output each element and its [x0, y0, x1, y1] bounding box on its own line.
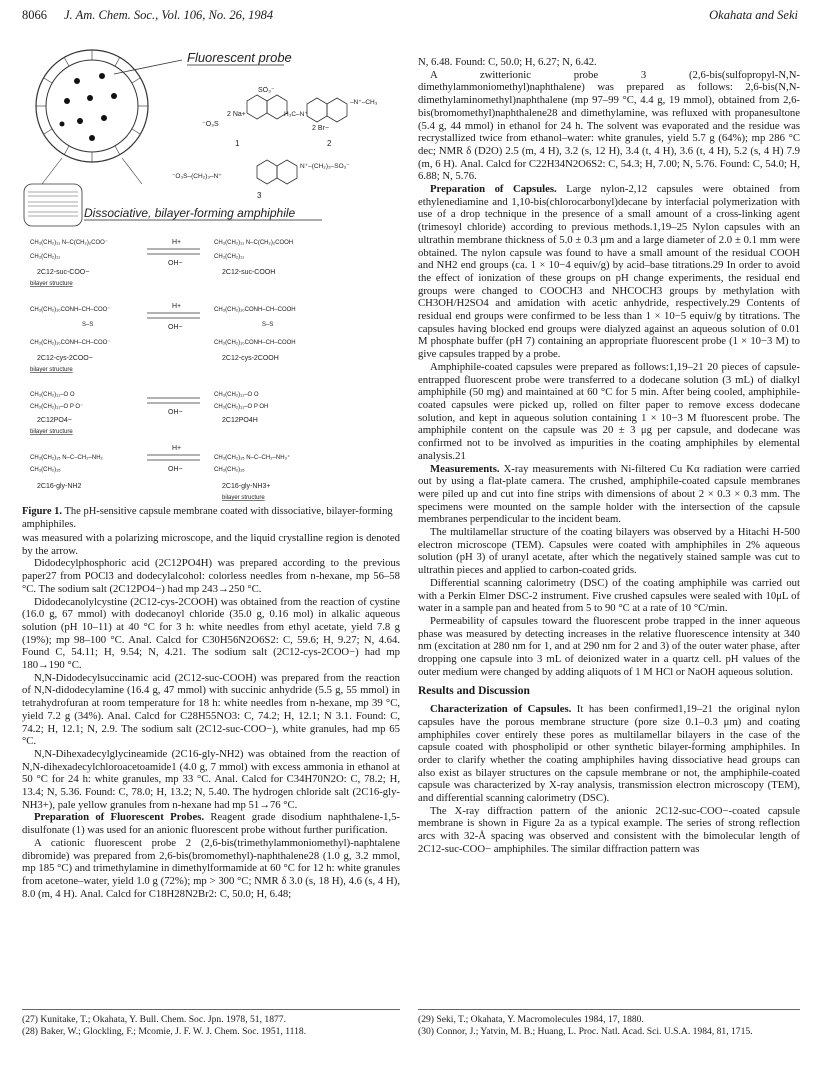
paragraph-text: was measured with a polarizing microscope, and the liquid crystalline region is denoted by the arrow.	[22, 532, 400, 557]
svg-text:CH₃(CH₂)₁₅: CH₃(CH₂)₁₅	[30, 467, 61, 473]
compound-2-ammonium-left: H₃C–N⁺	[284, 111, 308, 118]
svg-text:H+: H+	[172, 445, 182, 452]
svg-text:H+: H+	[172, 239, 182, 246]
compound-3-number: 3	[257, 191, 262, 200]
amph-4-left-name: 2C16-gly-NH2	[37, 483, 82, 490]
footnote-28: (28) Baker, W.; Glockling, F.; Mcomie, J. F. W. J. Chem. Soc. 1951, 1118.	[22, 1025, 307, 1037]
page-number: 8066	[22, 8, 47, 22]
paragraph	[418, 526, 800, 577]
paragraph-text: Permeability of capsules toward the fluorescent probe trapped in the inner aqueous phase was measured by detecting increases in the relative fluorescence intensity at 340 nm (excitation at 280 nm for 1, and at 290 nm for 2 and 3) of the outer water phase, after dropping one capsule into 3 mL of deionized water in a quartz cell. pH values of the outer medium were changed by adding aliquots of 1 M HCl or NaOH aqueous solution.	[418, 614, 800, 678]
svg-text:CH₃(CH₂)₁₁: CH₃(CH₂)₁₁	[30, 254, 61, 260]
svg-text:CH₃(CH₂)₁₅ N–C–CH₂–NH₂: CH₃(CH₂)₁₅ N–C–CH₂–NH₂	[30, 455, 103, 461]
paragraph-text: Large nylon-2,12 capsules were obtained from ethylenediamine and 1,10-bis(chlorocarbonyl)decane by interfacial polymerization with use of a drop technique in the presence of a small amount of a cross-linking agent (trimesoyl chloride) according to previous methods.1,19–25 Nylon capsules with an ultrathin membrane thickness of 5.0 ± 0.3 μm and a large diameter of 2.0 ± 0.1 mm were obtained. The nylon capsule was found to have a small amount of the residual COOH and NH2 end groups (ca. 1 × 10−4 equiv/g) by acid–base titrations.29 In order to avoid the effect of ionization of these groups on pH change experiments, the residual end groups were changed to COOCH3 and NHCOCH3 groups by methylation with CH3OH/H2SO4 and amidation with acetic anhydride, respectively.29 Contents of residual end groups were confirmed to be less than 1 × 10−5 equiv/g by titrations. The capsules having blocked end groups were dialyzed against an aqueous solution of 0.01 M phosphate buffer (pH 7) containing an appropriate fluorescent probe (1 × 10−3 M) to give capsules trapped by a probe.	[418, 183, 800, 361]
right-column	[418, 56, 800, 856]
svg-text:OH−: OH−	[168, 409, 183, 416]
capsule-illustration	[36, 50, 182, 184]
svg-text:OH−: OH−	[168, 324, 183, 331]
svg-text:CH₃(CH₂)₁₀CONH–CH–COOH: CH₃(CH₂)₁₀CONH–CH–COOH	[214, 307, 296, 313]
paragraph-lead: Measurements.	[430, 462, 500, 475]
svg-text:CH₃(CH₂)₁₅: CH₃(CH₂)₁₅	[214, 467, 245, 473]
figure-caption-label: Figure 1.	[22, 506, 63, 517]
svg-text:CH₃(CH₂)₁₁–O O: CH₃(CH₂)₁₁–O O	[30, 392, 75, 398]
amph-1-right-name: 2C12-suc-COOH	[222, 269, 276, 276]
paragraph	[22, 596, 400, 672]
compound-2-ammonium-right: –N⁺–CH₃	[350, 99, 378, 106]
svg-text:CH₃(CH₂)₁₁ N–C(CH₂)₂COOH: CH₃(CH₂)₁₁ N–C(CH₂)₂COOH	[214, 240, 294, 246]
compound-1-number: 1	[235, 139, 240, 148]
compound-2-number: 2	[327, 139, 332, 148]
paragraph	[418, 615, 800, 679]
paragraph	[22, 748, 400, 812]
paragraph	[22, 557, 400, 595]
paragraph-text: Differential scanning calorimetry (DSC) of the coating amphiphile was carried out with a Perkin Elmer DSC-2 instrument. Five crushed capsules were sealed with 10μL of water in a sample pan and heated from 5 to 90 °C at a rate of 10 °C/min.	[418, 576, 800, 615]
journal-citation: J. Am. Chem. Soc., Vol. 106, No. 26, 1984	[64, 8, 274, 22]
compound-3-right-chain: N⁺–(CH₂)₃–SO₃⁻	[300, 163, 350, 170]
paragraph	[418, 703, 800, 805]
paragraph-text: Amphiphile-coated capsules were prepared as follows:1,19–21 20 pieces of capsule-entrapped fluorescent probe were transferred to a dodecane solution (3 mL) of dialkyl amphiphile (50 mg) and maintained at 60 °C for 5 min. After being cooled, amphiphile-coated capsules were picked up, rolled on filter paper to remove excess dodecane solution, and kept in aqueous solution containing 1 × 10−3 M fluorescent probe. The amphiphile content on the capsule was 20 ± 3 μg per capsule, and dodecane was confirmed not to be involved as impurities in the coating amphiphiles by elemental analysis.21	[418, 360, 800, 462]
paragraph	[22, 811, 400, 836]
results-heading: Results and Discussion	[418, 685, 530, 698]
footnotes-left	[22, 1014, 400, 1037]
paragraph	[418, 69, 800, 183]
left-column	[22, 532, 400, 900]
amph-4-right-name: 2C16-gly-NH3+	[222, 483, 271, 490]
paragraph-text: X-ray measurements with Ni-filtered Cu Kα radiation were carried out by using a flat-plate camera. The crushed, amphiphile-coated capsule membranes were piled up and cut into fine strips with dimensions of about 2 × 0.3 × 0.3 mm. The specimens were mounted on the sample holder with the intersection of the capsule membranes perpendicular to the incident beam.	[418, 462, 800, 526]
figure-1	[22, 46, 400, 501]
compound-1-structure	[247, 95, 287, 119]
amph-4-bilayer-note: bilayer structure	[222, 495, 265, 501]
svg-text:OH−: OH−	[168, 260, 183, 267]
figure-caption	[22, 506, 400, 531]
amphiphile-row-suc	[30, 239, 293, 287]
paragraph-text: The X-ray diffraction pattern of the anionic 2C12-suc-COO−-coated capsule membrane is shown in Figure 2a as a typical example. The series of strong reflection arcs with 32-Å spacing was observed and consistent with the bimolecular length of 2C12-suc-COO− amphiphiles. The similar diffraction pattern was	[418, 804, 800, 855]
compound-3-structure	[257, 160, 297, 184]
paragraph-text: It has been confirmed1,19–21 the original nylon capsules have the porous membrane structure (pore size 0.1–0.3 μm) and coating amphiphiles cover entirely these pores as multilamellar bilayers in the case of the capsule coated with phospholipid or other synthetic bilayer-forming amphiphiles. In order to clarify whether the coating amphiphiles having dissociative head groups can also exist as bilayer structures on the capsule membrane or not, the amphiphile-coated capsule was characterized by X-ray analysis, transmission electron microscopy (TEM), and differential scanning calorimetry (DSC).	[418, 703, 801, 805]
amphiphile-row-cys	[30, 303, 296, 373]
paragraph-text: A zwitterionic probe 3 (2,6-bis(sulfopropyl-N,N-dimethylammoniomethyl)naphthalene) was prepared as follows: 2,6-bis(N,N-dimethylaminomethyl)naphthalene (mp 97–99 °C, 4.4 g, 19 mmol), obtained from 2,6-bis(bromomethyl)naphthalene28 and dimethylamine, was refluxed with propanesultone (5.4 g, 44 mmol) in ethanol for 24 h. The solvent was evaporated and the residue was recrystallized twice from ethanol–water: white granules, yield 5.7 g (64%); mp 286 °C dec; NMR δ (D2O) 2.5 (m, 4 H), 3.2 (s, 12 H), 3.4 (t, 4 H), 3.6 (t, 4 H), 5.2 (s, 4 H) 7.9 (m, 6 H). Anal. Calcd for C22H34N2O6S2: C, 54.3; H, 7.00; N, 5.76. Found: C, 54.0; H, 6.88; N, 5.76.	[418, 68, 800, 183]
compound-3-left-chain: ⁻O₃S–(CH₂)₃–N⁺	[172, 173, 222, 180]
amph-3-bilayer-note: bilayer structure	[30, 429, 73, 435]
amph-1-bilayer-note: bilayer structure	[30, 281, 73, 287]
amph-2-bilayer-note: bilayer structure	[30, 367, 73, 373]
paragraph-text: Reagent grade disodium naphthalene-1,5-disulfonate (1) was used for an anionic fluorescent probe without further purification.	[22, 811, 400, 837]
paragraph	[418, 361, 800, 463]
fluorescent-probe-label: Fluorescent probe	[187, 50, 292, 65]
paragraph	[418, 183, 800, 361]
footnote-29: (29) Seki, T.; Okahata, Y. Macromolecules 1984, 17, 1880.	[418, 1014, 644, 1025]
paragraph-text: Didodecanolylcystine (2C12-cys-2COOH) was obtained from the reaction of cystine (16.0 g, 67 mmol) with dodecanoyl chloride (35.0 g, 0.16 mol) in alkalic aqueous solution (pH 10–11) at 40 °C for 3 h: white needles from ethyl acetate, yield 7.8 g (19%); mp 98–100 °C. Anal. Calcd for C30H56N2O6S2: C, 59.6; H, 9.27; N, 4.64. Found C, 54.11; H, 9.54; N, 4.21. The sodium salt (2C12-cys-2COO−) had mp 180→190 °C.	[22, 595, 400, 672]
svg-text:CH₃(CH₂)₁₁ N–C(CH₂)₂COO⁻: CH₃(CH₂)₁₁ N–C(CH₂)₂COO⁻	[30, 240, 108, 246]
svg-text:OH−: OH−	[168, 466, 183, 473]
footnote-rule-left	[22, 1009, 400, 1010]
svg-text:S–S: S–S	[262, 322, 274, 328]
svg-text:CH₃(CH₂)₁₀CONH–CH–COO⁻: CH₃(CH₂)₁₀CONH–CH–COO⁻	[30, 307, 111, 313]
footnote-30: (30) Connor, J.; Yatvin, M. B.; Huang, L. Proc. Natl. Acad. Sci. U.S.A. 1984, 81, 1715.	[418, 1025, 753, 1037]
svg-text:CH₃(CH₂)₁₀CONH–CH–COO⁻: CH₃(CH₂)₁₀CONH–CH–COO⁻	[30, 340, 111, 346]
paragraph-text: N,N-Dihexadecylglycineamide (2C16-gly-NH2) was obtained from the reaction of N,N-dihexadecylchloroacetoamide1 (4.0 g, 7 mmol) with excess ammonia in ethanol at 50 °C for 24 h: white granules, mp 33 °C. Anal. Calcd for C34H70N2O: C, 78.2; H, 13.4; N, 5.36. Found: C, 78.0; H, 13.2; N, 5.40. The hydrogen chloride salt (2C16-gly-NH3+), pale yellow granules from n-hexane had mp 51→76 °C.	[22, 747, 400, 811]
svg-text:CH₃(CH₂)₁₁–O P OH: CH₃(CH₂)₁₁–O P OH	[214, 404, 269, 410]
svg-text:CH₃(CH₂)₁₁–O O: CH₃(CH₂)₁₁–O O	[214, 392, 259, 398]
results-section	[418, 703, 800, 855]
amphiphile-row-gly	[30, 445, 290, 501]
paragraph-text: The multilamellar structure of the coating bilayers was observed by a Hitachi H-500 electron microscope (TEM). Capsules were coated with amphiphiles in 2% aqueous solution (pH 3) of uranyl acetate, after which the negatively stained sample was cut to ultrathin pieces and applied to carbon-coated grids.	[418, 526, 800, 577]
bilayer-magnified	[24, 184, 82, 226]
compound-2-structure	[307, 98, 347, 122]
amph-3-left-name: 2C12PO4−	[37, 417, 72, 424]
paragraph-text: Didodecylphosphoric acid (2C12PO4H) was prepared according to the previous paper27 from POCl3 and dodecylalcohol: colorless needles from n-hexane, mp 56–58 °C. The sodium salt (2C12PO4−) had mp 243→250 °C.	[22, 557, 400, 595]
svg-text:S–S: S–S	[82, 322, 94, 328]
paragraph-text: N, 6.48. Found: C, 50.0; H, 6.27; N, 6.42.	[418, 56, 597, 68]
running-header	[22, 8, 798, 24]
paragraph-text: A cationic fluorescent probe 2 (2,6-bis(trimethylammoniomethyl)-naphtalene dibromide) was prepared from 2,6-bis(bromomethyl)-naphthalene28 (1.0 g, 3.2 mmol, mp 185 °C) and trimethylamine in dimethylformamide at 60 °C for 12 h: white granules from acetone–water, yield 1.0 g (72%); mp > 300 °C; NMR δ 3.0 (s, 18 H), 4.6 (s, 4 H), 8.0 (m, 4 H). Anal. Calcd for C18H28N2Br2: C, 50.0; H, 6.48;	[22, 836, 400, 900]
paragraph	[418, 805, 800, 856]
compound-1-counterion: 2 Na+	[227, 111, 246, 118]
footnote-27: (27) Kunitake, T.; Okahata, Y. Bull. Chem. Soc. Jpn. 1978, 51, 1877.	[22, 1014, 286, 1025]
paragraph-lead: Preparation of Fluorescent Probes.	[34, 811, 205, 824]
paragraph-lead: Preparation of Capsules.	[430, 183, 557, 196]
paragraph	[418, 577, 800, 615]
running-authors: Okahata and Seki	[709, 8, 798, 22]
compound-1-sulfonate: ⁻O₃S	[202, 121, 219, 128]
svg-text:CH₃(CH₂)₁₅ N–C–CH₂–NH₃⁺: CH₃(CH₂)₁₅ N–C–CH₂–NH₃⁺	[214, 455, 291, 461]
dissociative-amphiphile-label: Dissociative, bilayer-forming amphiphile	[84, 206, 296, 220]
paragraph	[418, 463, 800, 527]
amph-3-right-name: 2C12PO4H	[222, 417, 258, 424]
svg-text:H+: H+	[172, 303, 182, 310]
amphiphile-row-po4	[30, 392, 268, 435]
paragraph	[418, 56, 800, 69]
compound-2-counterion: 2 Br−	[312, 125, 329, 132]
footnote-rule-right	[418, 1009, 800, 1010]
paragraph	[22, 532, 400, 557]
paragraph	[22, 837, 400, 901]
paragraph-text: N,N-Didodecylsuccinamic acid (2C12-suc-COOH) was prepared from the reaction of N,N-didodecylamine (16.4 g, 47 mmol) with succinic anhydride (5.5 g, 55 mmol) in tetrahydrofuran at room temperature for 18 h: white needles from n-hexane, mp 39 °C, yield 7.2 g (34%). Anal. Calcd for C28H55NO3: C, 74.2; H, 12.1; N 3.1. Found: C, 74.2; H, 12.1; N, 2.9. The sodium salt (2C12-suc-COO−), white granules, had mp 65 °C.	[22, 671, 400, 748]
svg-text:CH₃(CH₂)₁₀CONH–CH–COOH: CH₃(CH₂)₁₀CONH–CH–COOH	[214, 340, 296, 346]
paragraph	[22, 672, 400, 748]
amph-2-left-name: 2C12-cys-2COO−	[37, 355, 93, 362]
figure-caption-text: The pH-sensitive capsule membrane coated with dissociative, bilayer-forming amphiphiles.	[22, 506, 393, 530]
compound-1-sulfonate-top: SO₃⁻	[258, 87, 275, 94]
svg-text:CH₃(CH₂)₁₁–O P O⁻: CH₃(CH₂)₁₁–O P O⁻	[30, 404, 84, 410]
paragraph-lead: Characterization of Capsules.	[430, 703, 572, 716]
svg-text:CH₃(CH₂)₁₁: CH₃(CH₂)₁₁	[214, 254, 245, 260]
experimental-section	[418, 56, 800, 678]
footnotes-right	[418, 1014, 800, 1037]
amph-1-left-name: 2C12-suc-COO−	[37, 269, 90, 276]
amph-2-right-name: 2C12-cys-2COOH	[222, 355, 279, 362]
